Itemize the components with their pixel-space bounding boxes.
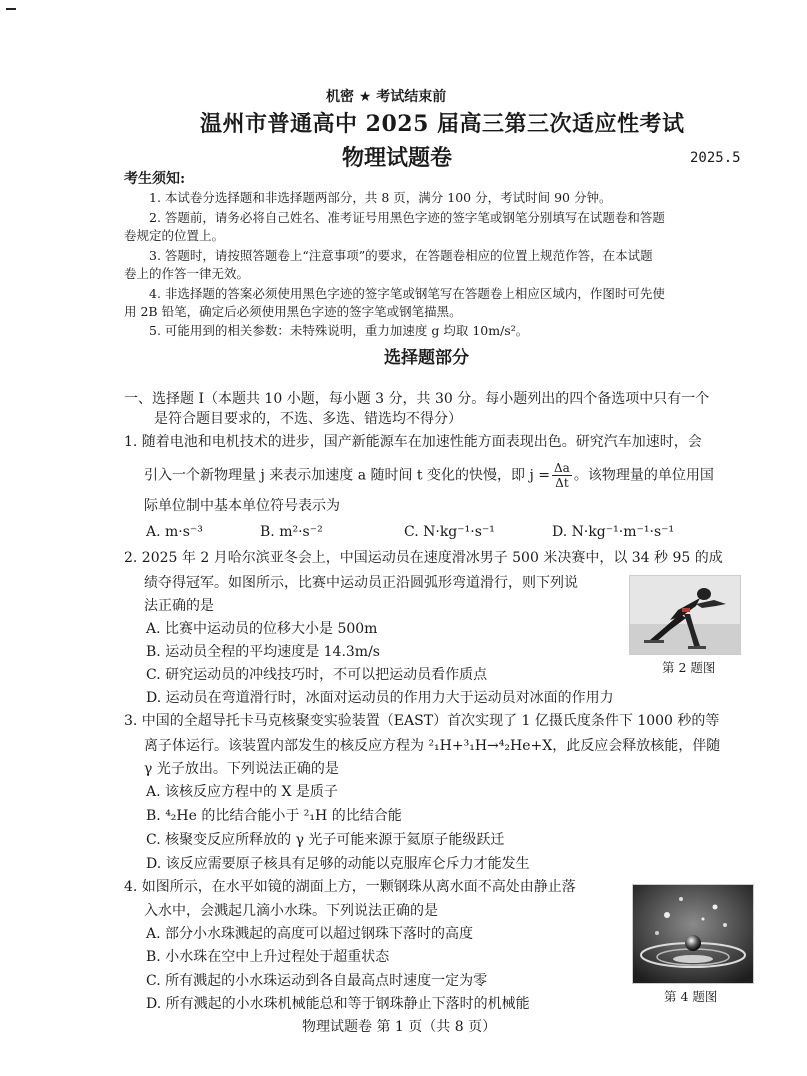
q2-figure-caption: 第 2 题图 [662, 660, 716, 675]
paper-subtitle: 物理试题卷 [342, 145, 453, 171]
q4-option-b: B. 小水珠在空中上升过程处于超重状态 [146, 949, 390, 965]
q1-line-3: 际单位制中基本单位符号表示为 [144, 498, 340, 514]
q3-option-d: D. 该反应需要原子核具有足够的动能以克服库仑斥力才能发生 [146, 856, 530, 872]
q1-option-d: D. N·kg⁻¹·m⁻¹·s⁻¹ [552, 524, 675, 540]
q3-line-1: 3. 中国的全超导托卡马克核聚变实验装置（EAST）首次实现了 1 亿摄氏度条件下 1000 秒的等 [124, 713, 720, 729]
q2-option-b: B. 运动员全程的平均速度是 14.3m/s [146, 644, 380, 660]
q4-option-c: C. 所有溅起的小水珠运动到各自最高点时速度一定为零 [146, 973, 488, 989]
page-footer: 物理试题卷 第 1 页（共 8 页） [302, 1019, 497, 1035]
q1-option-b: B. m²·s⁻² [260, 524, 323, 540]
q2-option-a: A. 比赛中运动员的位移大小是 500m [146, 621, 378, 637]
q4-line-1: 4. 如图所示，在水平如镜的湖面上方，一颗钢珠从离水面不高处由静止落 [124, 879, 576, 895]
q4-water-splash-figure [632, 884, 754, 984]
q3-option-c: C. 核聚变反应所释放的 γ 光子可能来源于氦原子能级跃迁 [146, 832, 505, 848]
q4-option-d: D. 所有溅起的小水珠机械能总和等于钢珠静止下落时的机械能 [146, 996, 530, 1012]
notice-line-3a: 3. 答题时，请按照答题卷上“注意事项”的要求，在答题卷相应的位置上规范作答，在本试题 [149, 248, 653, 263]
notice-line-2a: 2. 答题前，请务必将自己姓名、准考证号用黑色字迹的签字笔或钢笔分别填写在试题卷和答题 [149, 210, 665, 225]
q3-option-b: B. ⁴₂He 的比结合能小于 ²₁H 的比结合能 [146, 808, 402, 824]
q1-line-2 [144, 461, 714, 490]
q1-line-2a: 引入一个新物理量 j 来表示加速度 a 随时间 t 变化的快慢，即 j = [144, 467, 550, 484]
notice-line-4a: 4. 非选择题的答案必须使用黑色字迹的签字笔或钢笔写在答题卷上相应区域内，作图时可先使 [149, 286, 665, 301]
q4-option-a: A. 部分小水珠溅起的高度可以超过钢珠下落时的高度 [146, 926, 474, 942]
q2-option-c: C. 研究运动员的冲线技巧时，不可以把运动员看作质点 [146, 667, 488, 683]
notice-heading: 考生须知: [124, 171, 186, 187]
q2-option-d: D. 运动员在弯道滑行时，冰面对运动员的作用力大于运动员对冰面的作用力 [146, 690, 614, 706]
part1-intro: 一、选择题 I（本题共 10 小题，每小题 3 分，共 30 分。每小题列出的四个备选项中只有一个 [124, 391, 710, 407]
q1-option-c: C. N·kg⁻¹·s⁻¹ [404, 524, 495, 540]
q4-figure-caption: 第 4 题图 [664, 989, 718, 1004]
q1-frac-num: Δa [554, 461, 570, 475]
section-title: 选择题部分 [384, 348, 469, 368]
q3-option-a: A. 该核反应方程中的 X 是质子 [146, 784, 338, 800]
q2-line-3: 法正确的是 [144, 598, 214, 614]
q1-line-1: 1. 随着电池和电机技术的进步，国产新能源车在加速性能方面表现出色。研究汽车加速时，会 [124, 434, 702, 450]
q1-fraction [552, 461, 572, 490]
q3-line-3: γ 光子放出。下列说法正确的是 [144, 761, 339, 777]
notice-line-3b: 卷上的作答一律无效。 [124, 266, 250, 281]
notice-line-1: 1. 本试卷分选择题和非选择题两部分，共 8 页，满分 100 分，考试时间 90 分钟。 [149, 190, 612, 205]
corner-mark [6, 8, 16, 10]
exam-date: 2025.5 [690, 150, 741, 166]
q2-line-2: 绩夺得冠军。如图所示，比赛中运动员正沿圆弧形弯道滑行，则下列说 [144, 575, 578, 591]
q1-line-2b: 。该物理量的单位用国 [573, 467, 714, 484]
water-splash-image [633, 885, 753, 983]
notice-line-2b: 卷规定的位置上。 [124, 228, 225, 243]
q2-line-1: 2. 2025 年 2 月哈尔滨亚冬会上，中国运动员在速度滑冰男子 500 米决赛中，以 34 秒 95 的成 [124, 550, 723, 566]
q3-line-2: 离子体运行。该装置内部发生的核反应方程为 ²₁H+³₁H→⁴₂He+X，此反应会释放核能，伴随 [144, 738, 721, 754]
q1-option-a: A. m·s⁻³ [146, 524, 203, 540]
confidential-label: 机密 ★ 考试结束前 [326, 89, 447, 105]
q1-frac-den: Δt [555, 476, 569, 490]
notice-line-5: 5. 可能用到的相关参数：未特殊说明，重力加速度 g 均取 10m/s²。 [149, 323, 529, 338]
notice-line-4b: 用 2B 铅笔，确定后必须使用黑色字迹的签字笔或钢笔描黑。 [124, 304, 462, 319]
skater-image [630, 576, 740, 654]
q2-skater-figure [629, 575, 741, 655]
exam-title: 温州市普通高中 2025 届高三第三次适应性考试 [200, 111, 685, 137]
q4-line-2: 入水中，会溅起几滴小水珠。下列说法正确的是 [144, 903, 438, 919]
part1-intro-cont: 是符合题目要求的，不选、多选、错选均不得分） [154, 411, 462, 427]
